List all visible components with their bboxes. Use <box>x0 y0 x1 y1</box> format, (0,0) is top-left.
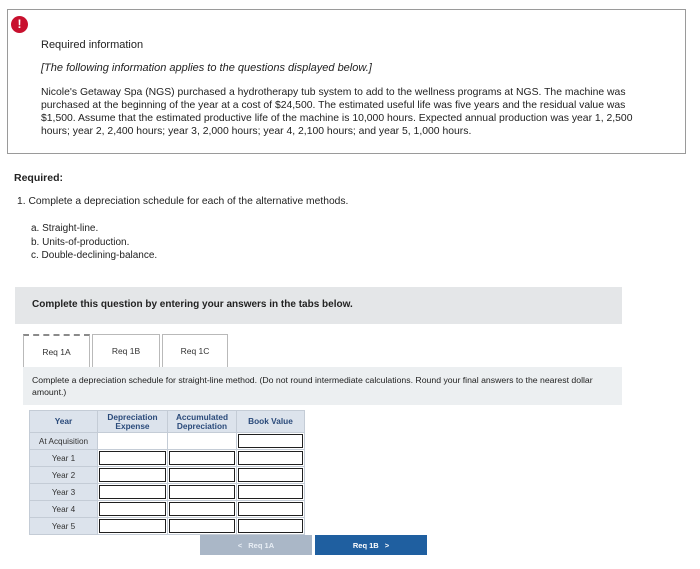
tab-req-1a[interactable]: Req 1A <box>23 334 90 368</box>
book-value-cell <box>237 433 305 450</box>
table-row <box>30 467 305 484</box>
depreciation-expense-input[interactable] <box>99 502 166 516</box>
table-row <box>30 433 305 450</box>
method-item: a. Straight-line. <box>31 223 99 234</box>
tab-req-1c[interactable]: Req 1C <box>162 334 228 368</box>
info-subtitle: [The following information applies to the questions displayed below.] <box>41 62 372 74</box>
accumulated-depreciation-input[interactable] <box>169 502 235 516</box>
tab-content-instruction-area <box>23 367 622 405</box>
depreciation-expense-cell <box>98 467 168 484</box>
row-label: Year 3 <box>30 484 98 501</box>
depreciation-expense-input[interactable] <box>99 519 166 533</box>
book-value-cell <box>237 518 305 535</box>
table-row <box>30 518 305 535</box>
method-item: c. Double-declining-balance. <box>31 250 158 261</box>
book-value-cell <box>237 501 305 518</box>
row-label: Year 4 <box>30 501 98 518</box>
accumulated-depreciation-input[interactable] <box>169 451 235 465</box>
instruction-banner: Complete this question by entering your answers in the tabs below. <box>15 287 622 324</box>
book-value-input[interactable] <box>238 502 303 516</box>
prev-req-button[interactable] <box>200 535 312 555</box>
depreciation-expense-cell <box>98 518 168 535</box>
prev-req-label: Req 1A <box>248 540 275 550</box>
accumulated-depreciation-cell <box>168 467 237 484</box>
header-book-value: Book Value <box>237 411 305 433</box>
book-value-cell <box>237 467 305 484</box>
depreciation-expense-cell <box>98 501 168 518</box>
accumulated-depreciation-cell <box>168 484 237 501</box>
row-label: At Acquisition <box>30 433 98 450</box>
book-value-input[interactable] <box>238 485 303 499</box>
accumulated-depreciation-cell <box>168 501 237 518</box>
required-heading: Required: <box>14 172 64 184</box>
accumulated-depreciation-cell <box>168 450 237 467</box>
chevron-left-icon: < <box>237 540 243 550</box>
info-title: Required information <box>41 39 144 51</box>
header-year: Year <box>30 411 98 433</box>
methods-list <box>31 222 157 263</box>
table-row <box>30 450 305 467</box>
book-value-cell <box>237 450 305 467</box>
alert-icon: ! <box>11 16 28 33</box>
book-value-cell <box>237 484 305 501</box>
method-item: b. Units-of-production. <box>31 236 130 248</box>
accumulated-depreciation-input[interactable] <box>169 485 235 499</box>
row-label: Year 2 <box>30 467 98 484</box>
tab-bar <box>23 334 228 368</box>
book-value-input[interactable] <box>238 519 303 533</box>
question-1: 1. Complete a depreciation schedule for each of the alternative methods. <box>17 196 349 207</box>
depreciation-expense-cell <box>98 484 168 501</box>
next-req-button[interactable] <box>315 535 427 555</box>
row-label: Year 1 <box>30 450 98 467</box>
tab-req-1b[interactable]: Req 1B <box>92 334 160 368</box>
table-row <box>30 484 305 501</box>
table-row <box>30 501 305 518</box>
next-req-label: Req 1B <box>352 540 379 550</box>
tab-instruction: Complete a depreciation schedule for straight-line method. (Do not round intermediate calculations. Round your final answers to the nearest dollar amount.) <box>32 375 593 397</box>
required-information-panel <box>7 9 686 154</box>
book-value-input[interactable] <box>238 451 303 465</box>
depreciation-expense-input[interactable] <box>99 485 166 499</box>
accumulated-depreciation-cell <box>168 518 237 535</box>
book-value-input[interactable] <box>238 468 303 482</box>
depreciation-expense-input[interactable] <box>99 451 166 465</box>
accumulated-depreciation-input[interactable] <box>169 519 235 533</box>
book-value-input[interactable] <box>238 434 303 448</box>
depreciation-expense-input[interactable] <box>99 468 166 482</box>
depreciation-schedule-table <box>29 410 305 535</box>
depreciation-expense-cell <box>98 450 168 467</box>
header-accumulated-depreciation: Accumulated Depreciation <box>168 411 237 433</box>
header-depreciation-expense: Depreciation Expense <box>98 411 168 433</box>
accumulated-depreciation-input[interactable] <box>169 468 235 482</box>
blank-cell <box>168 433 237 450</box>
chevron-right-icon: > <box>384 540 390 550</box>
row-label: Year 5 <box>30 518 98 535</box>
blank-cell <box>98 433 168 450</box>
info-body: Nicole's Getaway Spa (NGS) purchased a hydrotherapy tub system to add to the wellness programs at NGS. The machine was purchased at the beginning of the year at a cost of $24,500. The estimated useful life was five years and the residual value was $1,500. Assume that the estimated productive life of the machine is 10,000 hours. Expected annual production was year 1, 2,500 hours; year 2, 2,400 hours; year 3, 2,000 hours; year 4, 2,100 hours; and year 5, 1,000 hours. <box>41 87 633 137</box>
